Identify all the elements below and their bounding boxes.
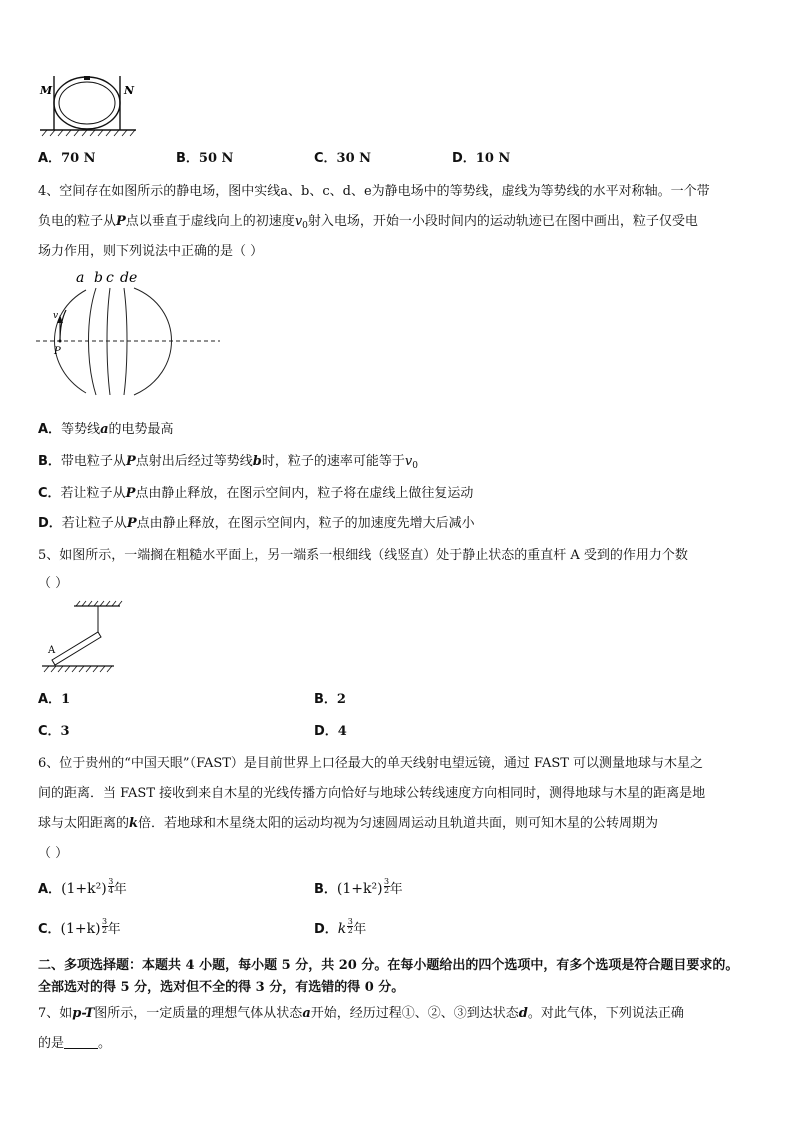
q4-stem-line3: 场力作用，则下列说法中正确的是（ ） bbox=[38, 244, 264, 259]
q6-stem-line3: 球与太阳距离的k倍．若地球和木星绕太阳的运动均视为匀速圆周运动且轨道共面，则可知木星的公转周期为 bbox=[38, 816, 659, 831]
q3-option-c[interactable]: C．30 N bbox=[314, 151, 372, 166]
q5-option-b[interactable]: B．2 bbox=[314, 692, 346, 707]
q5-option-c[interactable]: C．3 bbox=[38, 724, 70, 739]
q4-option-a[interactable]: A．等势线a的电势最高 bbox=[38, 422, 174, 437]
ring-bead bbox=[84, 76, 90, 80]
ring-inner bbox=[59, 82, 115, 124]
rod-label: A bbox=[48, 645, 56, 656]
equipotential-d bbox=[124, 288, 127, 395]
q3-label-n: N bbox=[124, 84, 135, 97]
q6-option-c[interactable]: C．(1+k) $\frac{3}{2}$ 年 bbox=[38, 917, 121, 937]
rod-a bbox=[52, 632, 101, 665]
q4-option-d[interactable]: D．若让粒子从P点由静止释放，在图示空间内，粒子的加速度先增大后减小 bbox=[38, 516, 475, 531]
q5-stem-line1: 5、如图所示，一端搁在粗糙水平面上，另一端系一根细线（线竖直）处于静止状态的重直杆 A 受到的作用力个数 bbox=[38, 548, 688, 563]
label-b: b bbox=[94, 270, 103, 286]
section2-heading-line2: 全部选对的得 5 分，选对但不全的得 3 分，有选错的得 0 分。 bbox=[38, 980, 405, 995]
q6-a-expr: (1+k²) bbox=[61, 881, 107, 897]
ring-outer bbox=[54, 77, 120, 129]
label-v0: v bbox=[53, 311, 59, 321]
q5-option-a[interactable]: A．1 bbox=[38, 692, 71, 707]
q6-option-a[interactable]: A．(1+k²) $\frac{3}{4}$ 年 bbox=[38, 877, 127, 897]
q6-d-expr: k bbox=[337, 921, 347, 937]
q5-option-d[interactable]: D．4 bbox=[314, 724, 347, 739]
q6-stem-line2: 间的距离．当 FAST 接收到来自木星的光线传播方向恰好与地球公转线速度方向相同时，测得地球与木星的距离是地 bbox=[38, 786, 706, 801]
q6-option-d[interactable]: D．k $\frac{3}{2}$ 年 bbox=[314, 917, 367, 937]
q4-stem-line1: 4、空间存在如图所示的静电场，图中实线a、b、c、d、e为静电场中的等势线，虚线为等势线的水平对称轴。一个带 bbox=[38, 184, 710, 199]
q5-figure bbox=[40, 600, 126, 674]
label-p: P bbox=[54, 346, 61, 357]
q6-b-expr: (1+k²) bbox=[336, 881, 383, 897]
q6-stem-line1: 6、位于贵州的“中国天眼”（FAST）是目前世界上口径最大的单天线射电望远镜，通过 FAST 可以测量地球与木星之 bbox=[38, 756, 704, 771]
q3-label-m: M bbox=[40, 84, 53, 97]
q4-figure bbox=[34, 268, 234, 408]
q6-stem-line4: （ ） bbox=[38, 846, 69, 861]
q5-stem-line2: （ ） bbox=[38, 576, 69, 591]
q6-c-expr: (1+k) bbox=[60, 921, 101, 937]
q6-option-b[interactable]: B．(1+k²) $\frac{3}{2}$ 年 bbox=[314, 877, 403, 897]
q3-option-b[interactable]: B．50 N bbox=[176, 151, 234, 166]
q4-stem-line2: 负电的粒子从P点以垂直于虚线向上的初速度$v_0$射入电场，开始一小段时间内的运动轨迹已在图中画出，粒子仅受电 bbox=[38, 214, 698, 231]
q7-stem-line1: 7、如p-T图所示，一定质量的理想气体从状态a开始，经历过程①、②、③到达状态d。对此气体，下列说法正确 bbox=[38, 1006, 684, 1021]
q7-stem-line2: 的是 。 bbox=[38, 1036, 112, 1051]
answer-blank[interactable] bbox=[64, 1036, 98, 1049]
q3-figure bbox=[36, 72, 146, 140]
q3-option-a[interactable]: A．70 N bbox=[38, 151, 96, 166]
section2-heading-line1: 二、多项选择题：本题共 4 小题，每小题 5 分，共 20 分。在每小题给出的四个选项中，有多个选项是符合题目要求的。 bbox=[38, 958, 739, 973]
label-c: c bbox=[106, 270, 114, 286]
label-de: de bbox=[120, 270, 138, 286]
q4-option-b[interactable]: B．带电粒子从P点射出后经过等势线b时，粒子的速率可能等于$v_0$ bbox=[38, 454, 418, 471]
q3-option-d[interactable]: D．10 N bbox=[452, 151, 511, 166]
label-a: a bbox=[76, 270, 85, 286]
q4-option-c[interactable]: C．若让粒子从P点由静止释放，在图示空间内，粒子将在虚线上做往复运动 bbox=[38, 486, 474, 501]
